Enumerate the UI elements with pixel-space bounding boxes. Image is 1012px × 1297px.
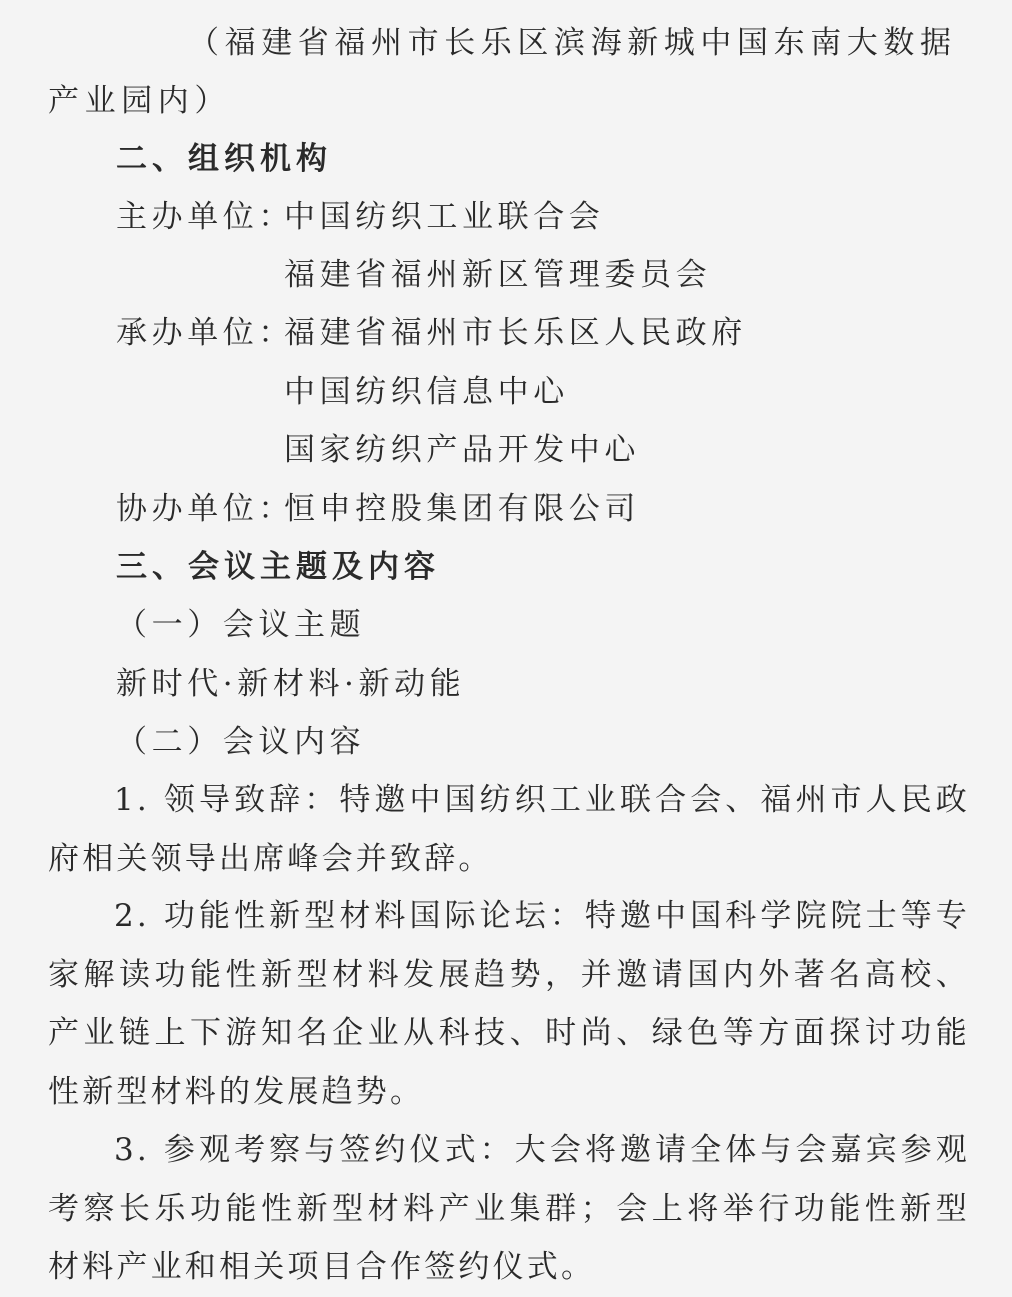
coorganizer-item: 恒申控股集团有限公司 — [284, 491, 640, 527]
meeting-theme: 新时代·新材料·新动能 — [116, 666, 466, 702]
host-item: 中国纺织工业联合会 — [284, 199, 605, 235]
section-heading-theme: 三、会议主题及内容 — [116, 549, 440, 585]
organizer-item: 福建省福州市长乐区人民政府 — [284, 315, 747, 351]
organizer-label: 承办单位： — [116, 315, 294, 351]
subsection-title-content: （二）会议内容 — [116, 724, 366, 760]
content-item: 1. 领导致辞：特邀中国纺织工业联合会、福州市人民政府相关领导出席峰会并致辞。 — [48, 782, 970, 877]
content-item: 3. 参观考察与签约仪式：大会将邀请全体与会嘉宾参观考察长乐功能性新型材料产业集群；会上将举行功能性新型材料产业和相关项目合作签约仪式。 — [48, 1132, 970, 1285]
coorganizer-label: 协办单位： — [116, 491, 294, 527]
address-note: （福建省福州市长乐区滨海新城中国东南大数据产业园内） — [48, 25, 957, 119]
host-label: 主办单位： — [116, 199, 294, 235]
section-heading-organization: 二、组织机构 — [116, 141, 332, 177]
organizer-item: 中国纺织信息中心 — [284, 374, 569, 410]
host-item: 福建省福州新区管理委员会 — [284, 257, 712, 293]
organizer-item: 国家纺织产品开发中心 — [284, 432, 640, 468]
content-item: 2. 功能性新型材料国际论坛：特邀中国科学院院士等专家解读功能性新型材料发展趋势，并邀请国内外著名高校、产业链上下游知名企业从科技、时尚、绿色等方面探讨功能性新型材料的发展趋势。 — [48, 898, 970, 1110]
subsection-title-theme: （一）会议主题 — [116, 607, 366, 643]
